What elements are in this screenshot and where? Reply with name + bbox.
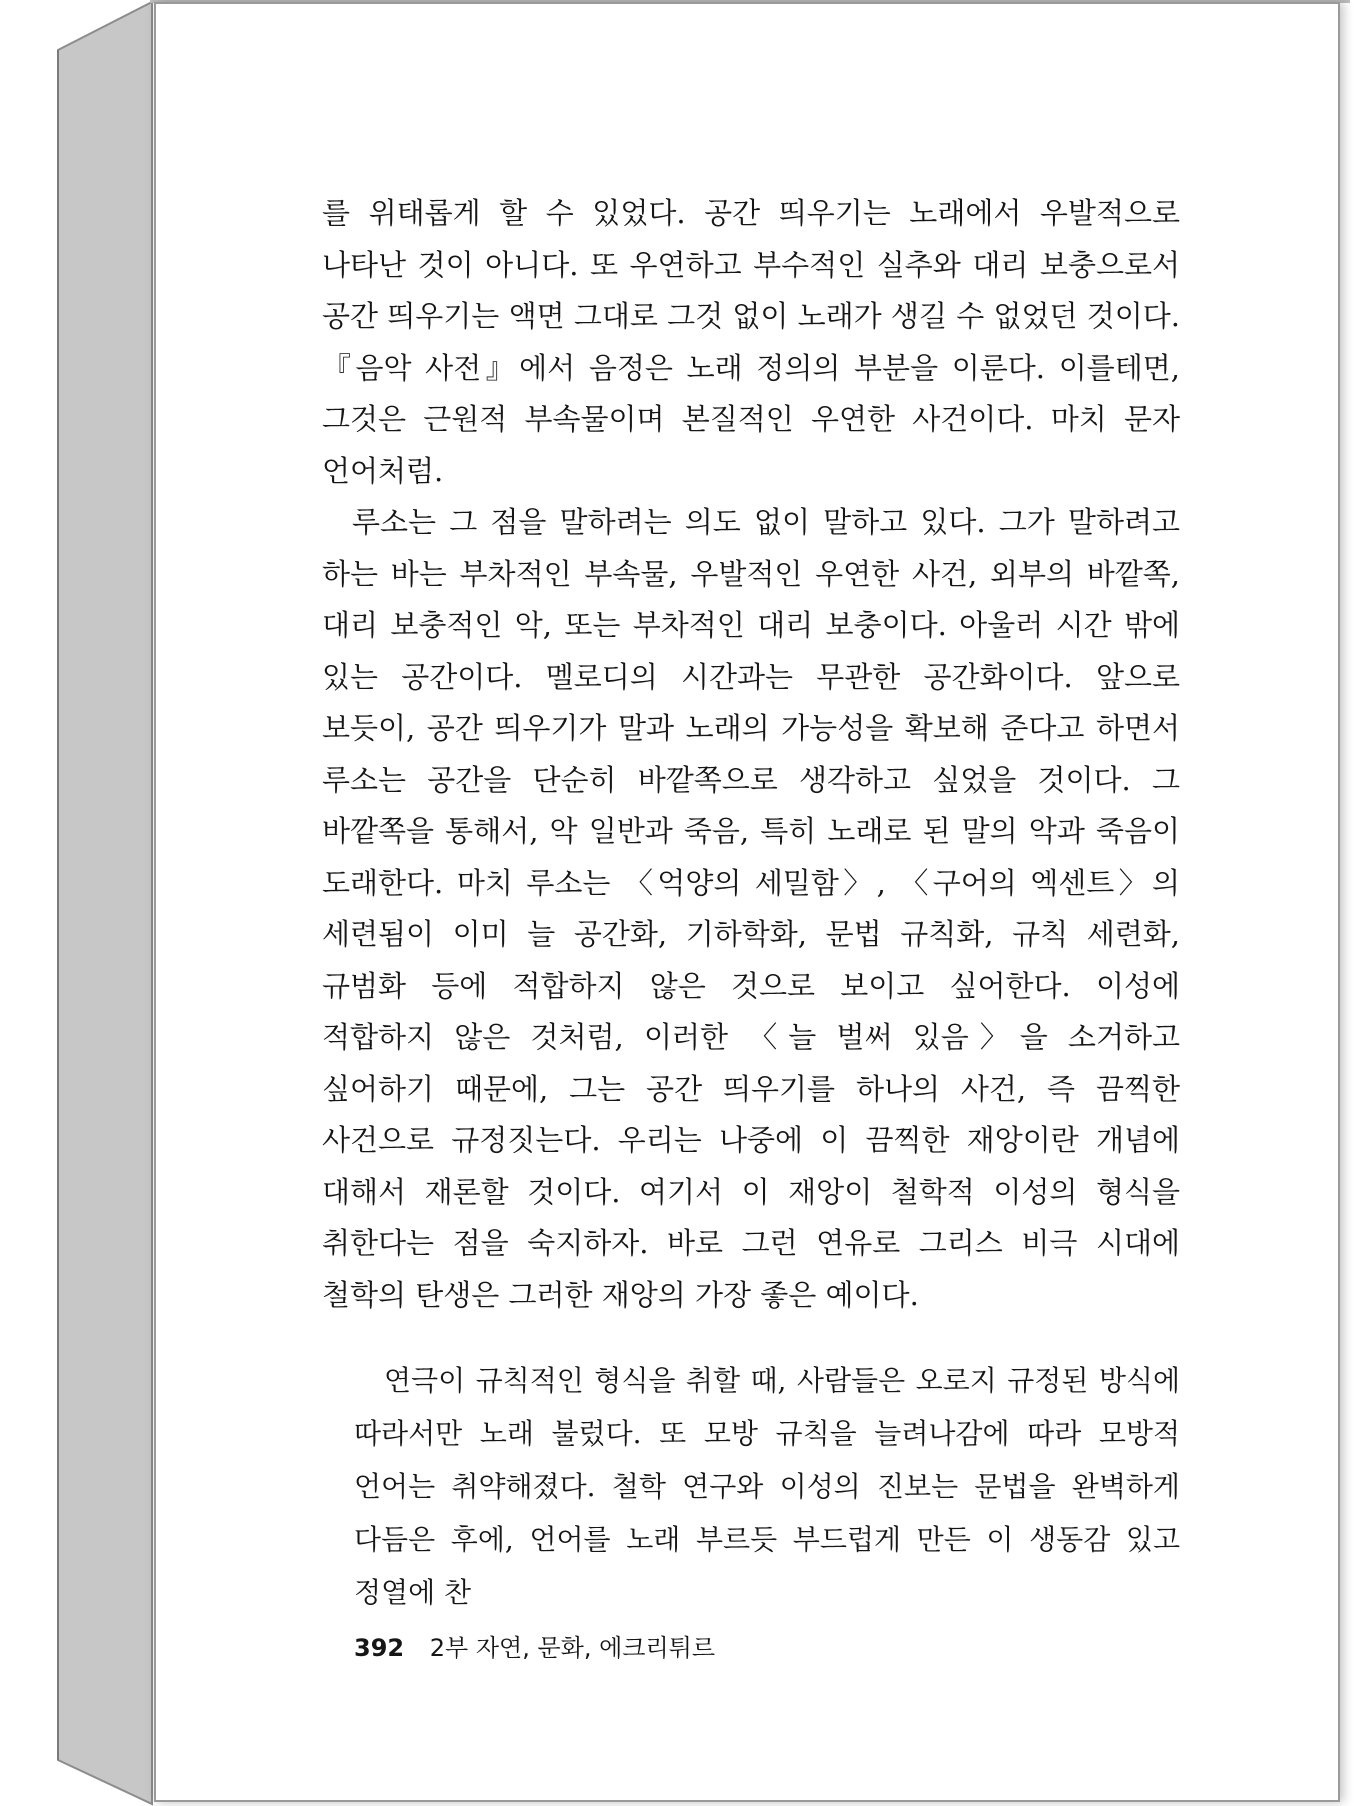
paragraph-1: 를 위태롭게 할 수 있었다. 공간 띄우기는 노래에서 우발적으로 나타난 것이 아니다. 또 우연하고 부수적인 실추와 대리 보충으로서 공간 띄우기는 액면 그대로 그것 없이 노래가 생길 수 없었던 것이다. 『음악 사전』에서 음정은 노래 정의의 부분을 이룬다. 이를테면, 그것은 근원적 부속물이며 본질적인 우연한 사건이다. 마치 문자 언어처럼. xyxy=(322,196,1180,488)
section-title: 2부 자연, 문화, 에크리튀르 xyxy=(429,1634,716,1662)
main-text xyxy=(322,188,1180,1321)
page-number: 392 xyxy=(354,1634,405,1662)
book-spine xyxy=(0,0,160,1806)
page-footer xyxy=(354,1628,715,1663)
paragraph-2: 루소는 그 점을 말하려는 의도 없이 말하고 있다. 그가 말하려고 하는 바는 부차적인 부속물, 우발적인 우연한 사건, 외부의 바깥쪽, 대리 보충적인 악, 또는 부차적인 대리 보충이다. 아울러 시간 밖에 있는 공간이다. 멜로디의 시간과는 무관한 공간화이다. 앞으로 보듯이, 공간 띄우기가 말과 노래의 가능성을 확보해 준다고 하면서 루소는 공간을 단순히 바깥쪽으로 생각하고 싶었을 것이다. 그 바깥쪽을 통해서, 악 일반과 죽음, 특히 노래로 된 말의 악과 죽음이 도래한다. 마치 루소는 〈억양의 세밀함〉, 〈구어의 엑센트〉의 세련됨이 이미 늘 공간화, 기하학화, 문법 규칙화, 규칙 세련화, 규범화 등에 적합하지 않은 것으로 보이고 싶어한다. 이성에 적합하지 않은 것처럼, 이러한 〈늘 벌써 있음〉을 소거하고 싶어하기 때문에, 그는 공간 띄우기를 하나의 사건, 즉 끔찍한 사건으로 규정짓는다. 우리는 나중에 이 끔찍한 재앙이란 개념에 대해서 재론할 것이다. 여기서 이 재앙이 철학적 이성의 형식을 취한다는 점을 숙지하자. 바로 그런 연유로 그리스 비극 시대에 철학의 탄생은 그러한 재앙의 가장 좋은 예이다. xyxy=(322,505,1180,1312)
block-quote: 연극이 규칙적인 형식을 취할 때, 사람들은 오로지 규정된 방식에 따라서만 노래 불렀다. 또 모방 규칙을 늘려나감에 따라 모방적 언어는 취약해졌다. 철학 연구와 이성의 진보는 문법을 완벽하게 다듬은 후에, 언어를 노래 부르듯 부드럽게 만든 이 생동감 있고 정열에 찬 xyxy=(354,1364,1180,1609)
